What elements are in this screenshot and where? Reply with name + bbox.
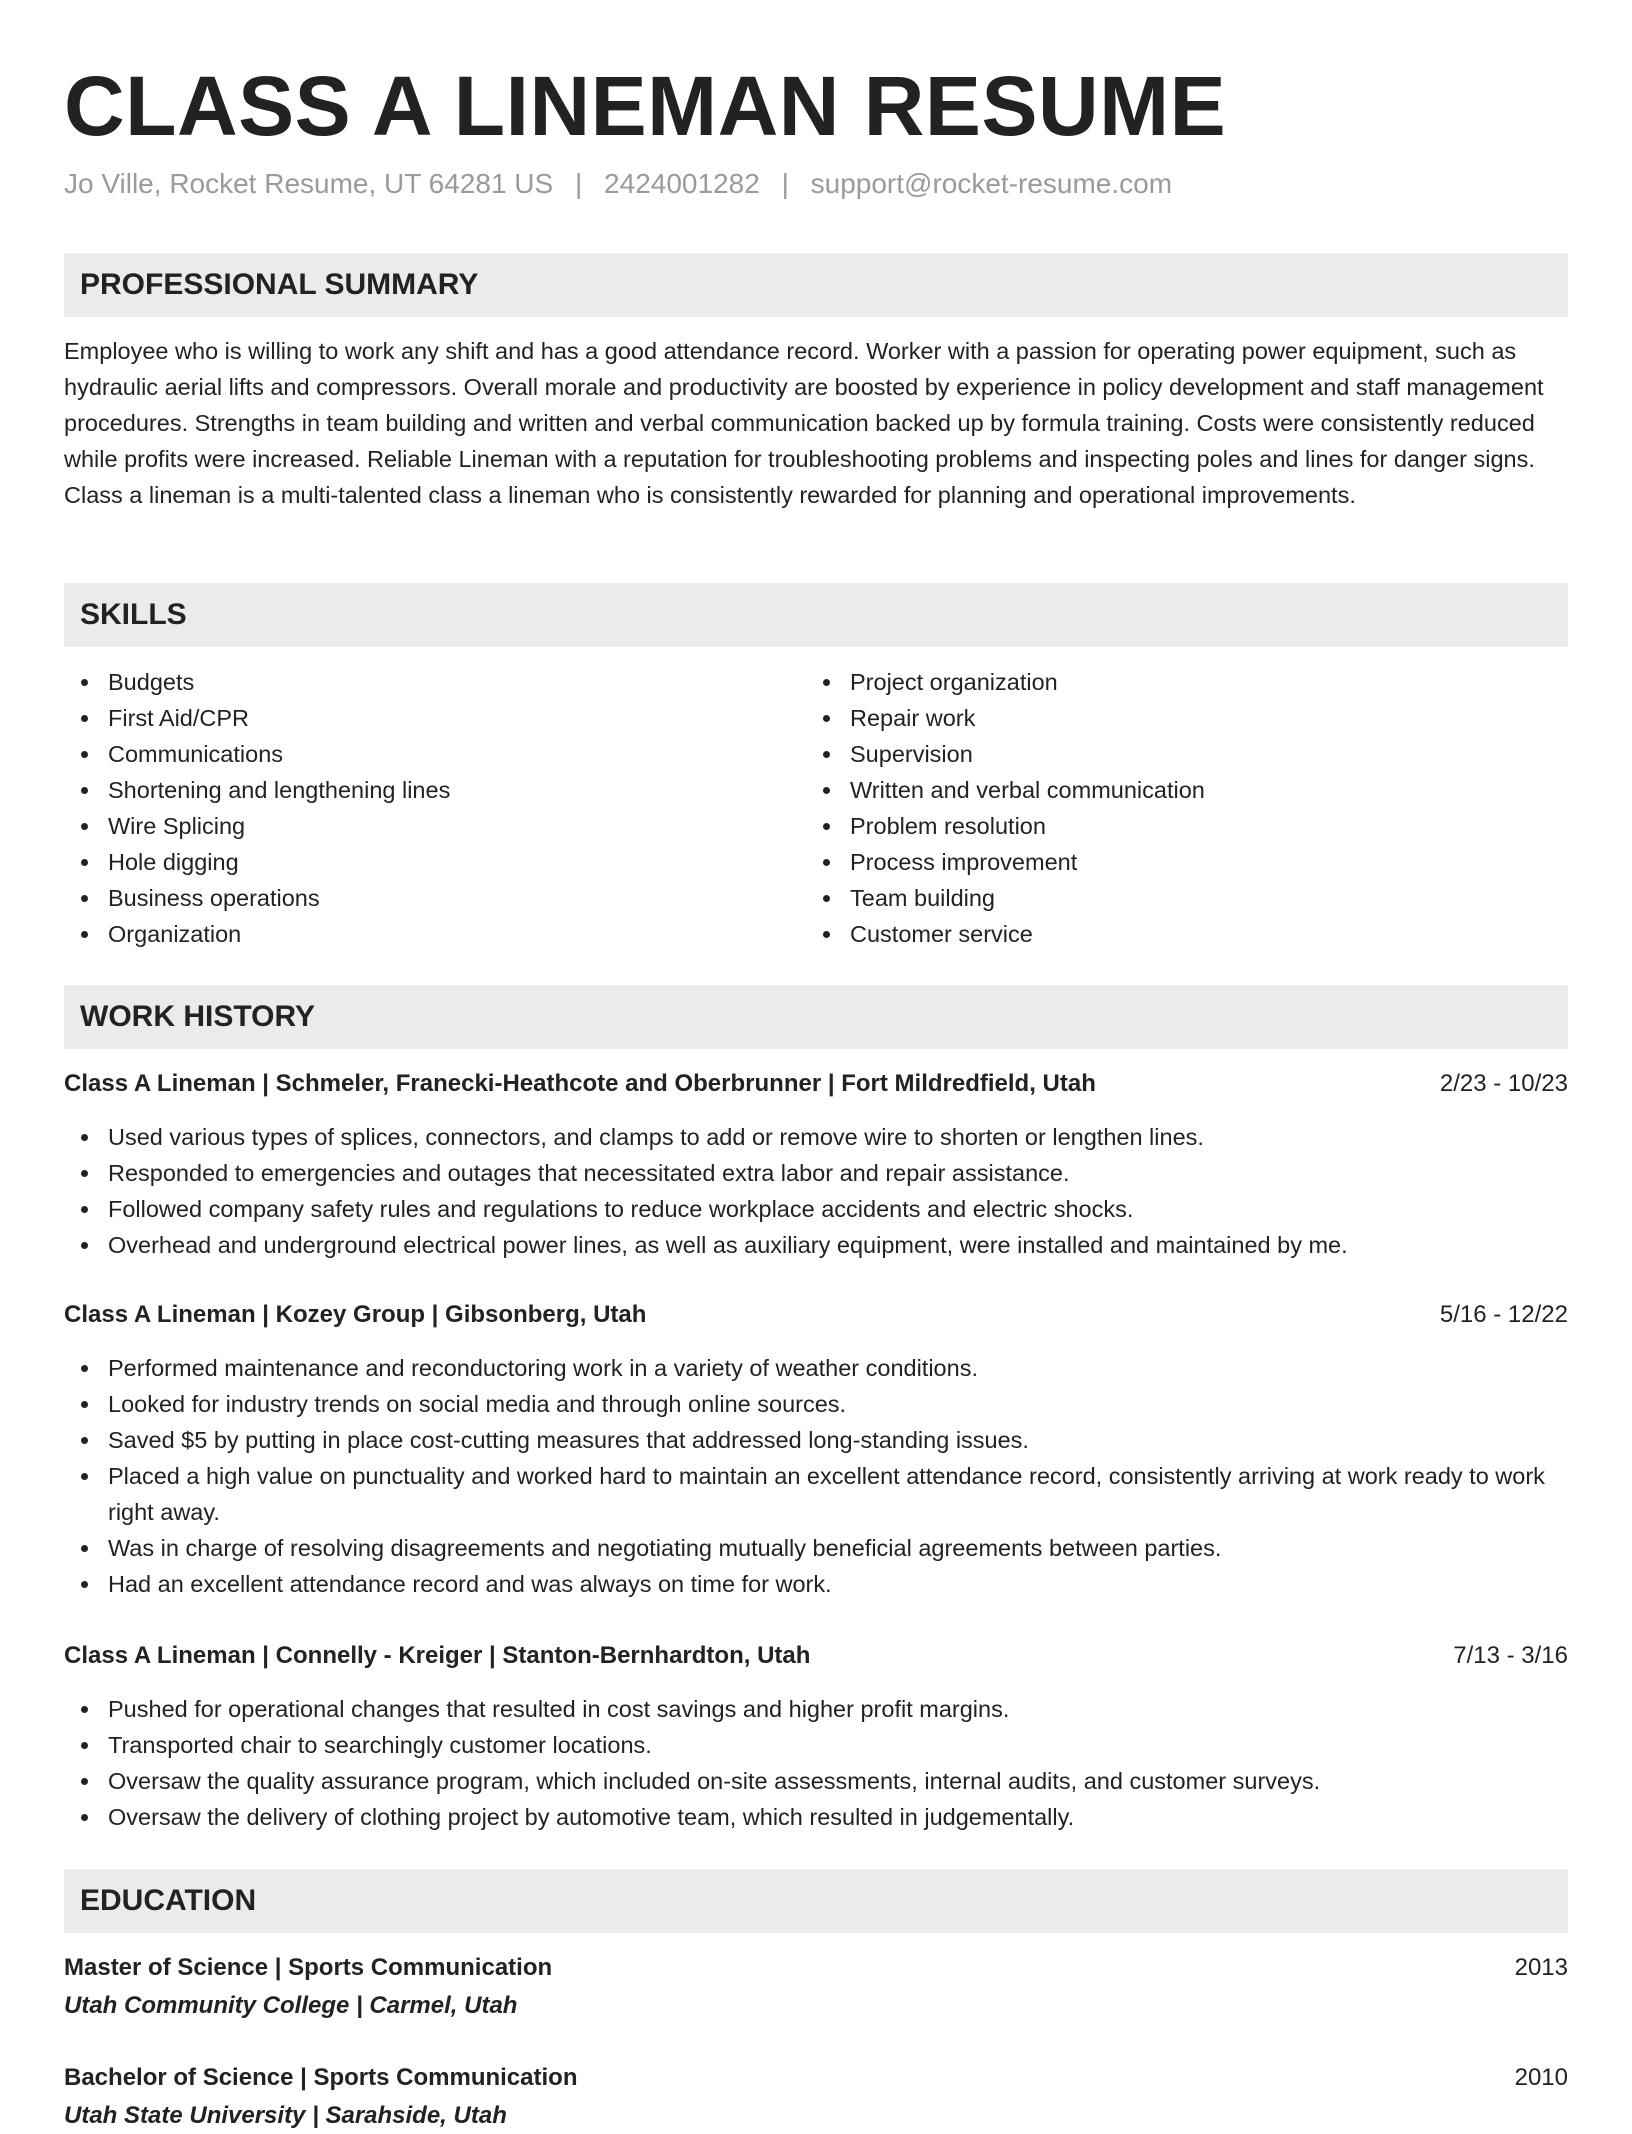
education-heading [64,1950,1568,1986]
work-section-title: WORK HISTORY [80,1000,316,1033]
job-dates: 2/23 - 10/23 [1439,1070,1568,1097]
skills-section-title: SKILLS [80,598,187,631]
contact-separator: | [574,168,583,199]
contact-line [64,166,1172,202]
job-heading [64,1638,1568,1674]
education-degree: Master of Science | Sports Communication [64,1954,553,1981]
skill-item: Hole digging [64,844,764,880]
education-heading [64,2060,1568,2096]
resume-title: CLASS A LINEMAN RESUME [64,59,1227,153]
job-heading [64,1066,1568,1102]
job-bullet: Followed company safety rules and regulations to reduce workplace accidents and electric shocks. [64,1191,1568,1227]
summary-section-title: PROFESSIONAL SUMMARY [80,268,479,301]
summary-section-header [64,253,1568,317]
job-bullets [64,1119,1568,1263]
skill-item: Communications [64,736,764,772]
work-section-header [64,985,1568,1049]
job-bullet: Oversaw the quality assurance program, which included on-site assessments, internal audits, and customer surveys. [64,1763,1568,1799]
job-bullet: Saved $5 by putting in place cost-cutting measures that addressed long-standing issues. [64,1422,1568,1458]
skill-item: Supervision [806,736,1506,772]
skills-list-left [64,664,764,952]
job-bullet: Overhead and underground electrical power lines, as well as auxiliary equipment, were installed and maintained by me. [64,1227,1568,1263]
skill-item: Wire Splicing [64,808,764,844]
skill-item: Repair work [806,700,1506,736]
education-year: 2010 [1514,2064,1568,2091]
skill-item: Problem resolution [806,808,1506,844]
skills-section-header [64,583,1568,647]
education-year: 2013 [1514,1954,1568,1981]
job-bullet: Transported chair to searchingly customer locations. [64,1727,1568,1763]
job-bullet: Used various types of splices, connectors, and clamps to add or remove wire to shorten or lengthen lines. [64,1119,1568,1155]
job-title: Class A Lineman | Schmeler, Franecki-Heathcote and Oberbrunner | Fort Mildredfield, Utah [64,1070,1096,1097]
skill-item: Shortening and lengthening lines [64,772,764,808]
job-bullet: Responded to emergencies and outages that necessitated extra labor and repair assistance. [64,1155,1568,1191]
skill-item: Organization [64,916,764,952]
skill-item: Budgets [64,664,764,700]
job-bullet: Was in charge of resolving disagreements and negotiating mutually beneficial agreements between parties. [64,1530,1568,1566]
job-dates: 7/13 - 3/16 [1453,1642,1568,1669]
education-degree: Bachelor of Science | Sports Communication [64,2064,578,2091]
skill-item: Process improvement [806,844,1506,880]
contact-email[interactable]: support@rocket-resume.com [810,168,1173,199]
education-section-title: EDUCATION [80,1884,257,1917]
job-bullet: Pushed for operational changes that resulted in cost savings and higher profit margins. [64,1691,1568,1727]
job-title: Class A Lineman | Connelly - Kreiger | Stanton-Bernhardton, Utah [64,1642,811,1669]
skill-item: Project organization [806,664,1506,700]
job-heading [64,1297,1568,1333]
contact-separator: | [781,168,789,199]
job-bullet: Placed a high value on punctuality and worked hard to maintain an excellent attendance record, consistently arriving at work ready to work right away. [64,1458,1568,1530]
job-dates: 5/16 - 12/22 [1439,1301,1568,1328]
skill-item: Customer service [806,916,1506,952]
job-bullet: Had an excellent attendance record and was always on time for work. [64,1566,1568,1602]
skills-list-right [806,664,1506,952]
skill-item: Team building [806,880,1506,916]
job-bullet: Looked for industry trends on social media and through online sources. [64,1386,1568,1422]
job-bullets [64,1691,1568,1835]
job-bullet: Oversaw the delivery of clothing project by automotive team, which resulted in judgementally. [64,1799,1568,1835]
summary-text: Employee who is willing to work any shift and has a good attendance record. Worker with a passion for operating power equipment, such as hydraulic aerial lifts and compressors. Overall morale and productivity are boosted by experience in policy development and staff management procedures. Strengths in team building and written and verbal communication backed up by formula training. Costs were consistently reduced while profits were increased. Reliable Lineman with a reputation for troubleshooting problems and inspecting poles and lines for danger signs. Class a lineman is a multi-talented class a lineman who is consistently rewarded for planning and operational improvements. [64,338,1544,508]
contact-phone[interactable]: 2424001282 [604,168,760,199]
contact-address: Jo Ville, Rocket Resume, UT 64281 US [64,168,554,199]
job-title: Class A Lineman | Kozey Group | Gibsonberg, Utah [64,1301,647,1328]
education-school: Utah State University | Sarahside, Utah [64,2102,507,2129]
job-bullet: Performed maintenance and reconductoring work in a variety of weather conditions. [64,1350,1568,1386]
job-bullets [64,1350,1568,1602]
skill-item: First Aid/CPR [64,700,764,736]
education-section-header [64,1869,1568,1933]
skill-item: Business operations [64,880,764,916]
education-school: Utah Community College | Carmel, Utah [64,1992,518,2019]
skill-item: Written and verbal communication [806,772,1506,808]
